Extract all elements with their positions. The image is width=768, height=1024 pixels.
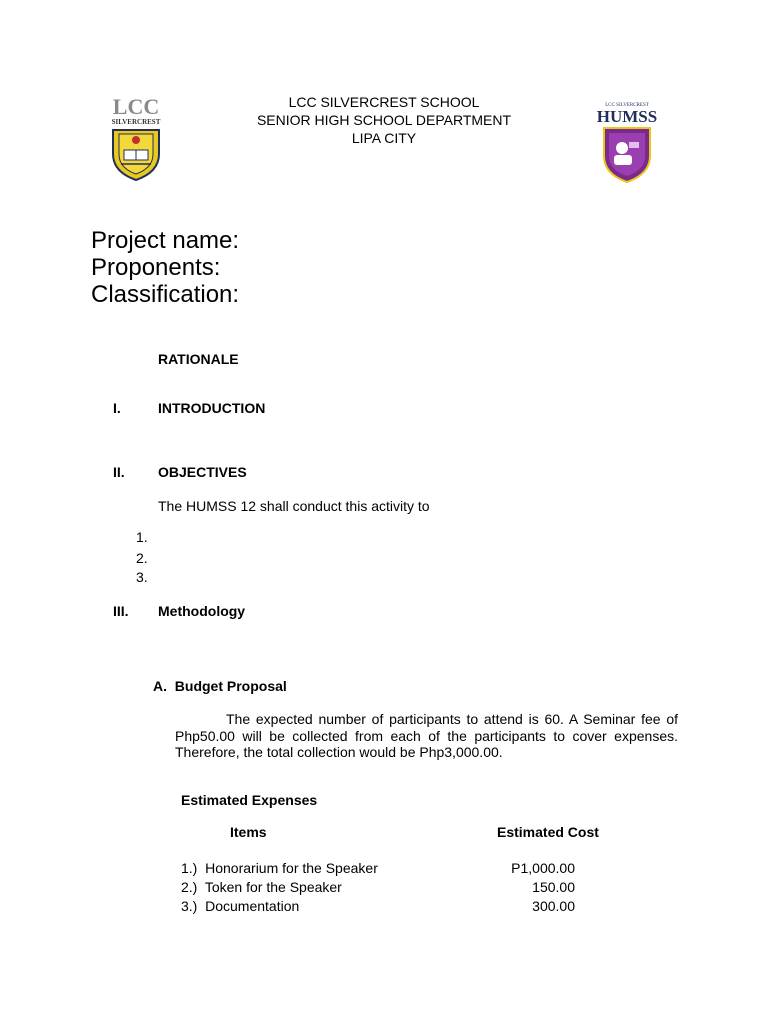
silvercrest-logo-text: SILVERCREST [111,118,161,126]
objective-item: 3. [136,569,148,585]
methodology-number: III. [113,603,129,619]
estimated-cost-column-header: Estimated Cost [497,824,599,840]
objective-item: 2. [136,550,148,566]
rationale-heading: RATIONALE [158,351,239,367]
classification-label: Classification: [91,281,240,308]
expense-item: 2.) Token for the Speaker [181,879,342,895]
expense-item: 3.) Documentation [181,898,300,914]
expense-cost: 300.00 [532,898,575,914]
department-name: SENIOR HIGH SCHOOL DEPARTMENT [256,112,512,128]
lcc-logo-text: LCC [112,94,160,119]
expense-item: 1.) Honorarium for the Speaker [181,860,378,876]
city-name: LIPA CITY [351,130,417,146]
project-name-label: Project name: [91,227,240,254]
objective-item: 1. [136,529,148,545]
objectives-text: The HUMSS 12 shall conduct this activity to [158,498,430,514]
estimated-expenses-heading: Estimated Expenses [181,792,318,808]
budget-proposal-heading: A. Budget Proposal [153,678,287,694]
humss-logo-text: HUMSS [596,107,658,126]
objectives-number: II. [113,464,125,480]
items-column-header: Items [230,824,267,840]
intro-number: I. [113,400,121,416]
humss-logo [592,100,662,186]
proponents-label: Proponents: [91,254,221,281]
expense-cost: P1,000.00 [511,860,575,876]
budget-paragraph-text: The expected number of participants to attend is 60. A Seminar fee of Php50.00 will be collected from each of the participants to cover expenses. Therefore, the total collection would be Php3,000.00. [175,711,678,760]
objectives-heading: OBJECTIVES [158,464,247,480]
methodology-heading: Methodology [158,603,246,619]
introduction-heading: INTRODUCTION [158,400,266,416]
humss-logo-subtext: LCC SILVERCREST [605,103,649,108]
school-name: LCC SILVERCREST SCHOOL [288,94,480,110]
budget-paragraph [175,711,678,761]
expense-cost: 150.00 [532,879,575,895]
